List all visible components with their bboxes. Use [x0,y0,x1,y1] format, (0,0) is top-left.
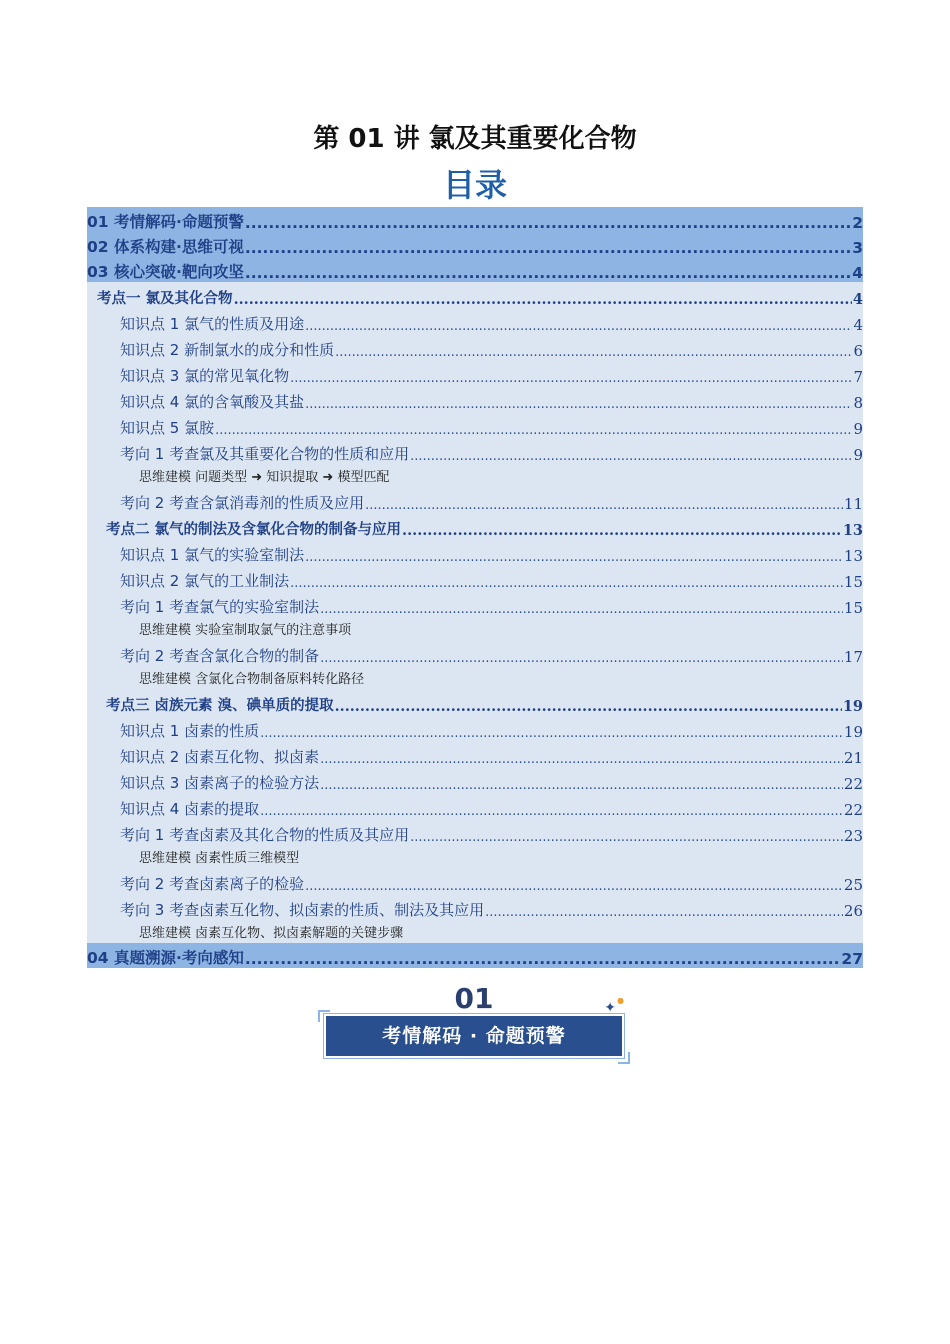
banner-number: 01 [454,982,494,1015]
toc-page: 19 [843,723,863,741]
section-banner [318,982,630,1064]
toc-leader [305,879,843,894]
toc-leader [320,602,843,617]
toc-label: 考点三 卤族元素 溴、碘单质的提取 [106,697,334,714]
toc-item[interactable] [87,591,863,617]
toc-leader [320,752,843,767]
toc-label: 知识点 2 卤素互化物、拟卤素 [120,748,320,766]
toc-item[interactable] [87,819,863,845]
toc-page: 4 [852,264,863,282]
toc-item[interactable] [87,640,863,666]
toc-leader [365,498,843,513]
toc-label: 考点一 氯及其化合物 [97,290,233,307]
toc-model-note [87,666,863,689]
toc-label: 考向 3 考查卤素互化物、拟卤素的性质、制法及其应用 [120,901,485,919]
toc-label: 01 考情解码·命题预警 [87,213,244,231]
toc-leader [335,698,842,715]
toc-leader [245,239,851,257]
document-title: 第 01 讲 氯及其重要化合物 [313,124,637,154]
toc-label: 考向 2 考查含氯化合物的制备 [120,647,320,665]
toc-label: 思维建模 实验室制取氯气的注意事项 [139,623,352,638]
toc-label: 知识点 1 卤素的性质 [120,722,260,740]
toc-item[interactable] [87,487,863,513]
toc-page: 6 [853,342,863,360]
toc-leader [260,726,843,741]
toc-item[interactable] [87,715,863,741]
toc-label: 知识点 2 氯气的工业制法 [120,572,290,590]
toc-label: 考向 1 考查氯气的实验室制法 [120,598,320,616]
toc-item[interactable] [87,308,863,334]
toc-label: 考向 2 考查含氯消毒剂的性质及应用 [120,494,365,512]
toc-leader [245,214,851,232]
toc-page: 4 [853,316,863,334]
toc-model-note [87,845,863,868]
toc-item[interactable] [87,386,863,412]
toc-kaodian-1[interactable] [87,282,863,308]
toc-section-01[interactable] [87,207,863,232]
toc-item[interactable] [87,412,863,438]
toc-item[interactable] [87,438,863,464]
toc-leader [215,423,852,438]
toc-page: 13 [842,522,863,539]
toc-label: 知识点 1 氯气的实验室制法 [120,546,305,564]
toc-page: 15 [843,599,863,617]
toc-page: 22 [843,801,863,819]
toc-label: 知识点 4 氯的含氧酸及其盐 [120,393,305,411]
toc-item[interactable] [87,741,863,767]
toc-label: 知识点 4 卤素的提取 [120,800,260,818]
toc-label: 知识点 3 氯的常见氧化物 [120,367,290,385]
toc-label: 知识点 5 氯胺 [120,419,215,437]
toc-label: 考向 1 考查卤素及其化合物的性质及其应用 [120,826,410,844]
toc-leader [410,449,852,464]
toc-heading: 目录 [442,166,507,204]
toc-item[interactable] [87,767,863,793]
toc-label: 思维建模 问题类型 ➜ 知识提取 ➜ 模型匹配 [139,470,390,485]
toc-page: 19 [842,698,863,715]
toc-leader [305,397,852,412]
toc-label: 考点二 氯气的制法及含氯化合物的制备与应用 [106,521,402,538]
toc-leader [305,319,852,334]
toc-model-note [87,617,863,640]
table-of-contents [87,207,863,968]
toc-page: 17 [843,648,863,666]
toc-page: 9 [853,420,863,438]
toc-label: 思维建模 卤素互化物、拟卤素解题的关键步骤 [139,926,404,941]
toc-label: 03 核心突破·靶向攻坚 [87,263,244,281]
toc-label: 02 体系构建·思维可视 [87,238,244,256]
toc-label: 知识点 1 氯气的性质及用途 [120,315,305,333]
toc-item[interactable] [87,793,863,819]
toc-leader [410,830,843,845]
toc-item[interactable] [87,868,863,894]
toc-item[interactable] [87,539,863,565]
toc-section-03[interactable] [87,257,863,282]
toc-kaodian-3[interactable] [87,689,863,715]
toc-leader [485,905,843,920]
toc-page: 15 [843,573,863,591]
toc-page: 25 [843,876,863,894]
toc-page: 22 [843,775,863,793]
toc-item[interactable] [87,894,863,920]
toc-page: 23 [843,827,863,845]
toc-page: 2 [852,214,863,232]
toc-label: 思维建模 含氯化合物制备原料转化路径 [139,672,365,687]
toc-section-04[interactable] [87,943,863,968]
toc-page: 27 [841,950,863,968]
sparkle-icon: ✦ [604,1000,616,1016]
toc-page: 9 [853,446,863,464]
toc-page: 13 [843,547,863,565]
toc-item[interactable] [87,360,863,386]
toc-page: 3 [852,239,863,257]
toc-page: 11 [843,495,863,513]
toc-label: 思维建模 卤素性质三维模型 [139,851,300,866]
toc-page: 8 [853,394,863,412]
toc-leader [245,950,841,968]
toc-item[interactable] [87,334,863,360]
toc-leader [290,371,852,386]
toc-kaodian-2[interactable] [87,513,863,539]
toc-leader [402,522,842,539]
toc-model-note [87,464,863,487]
banner-box [326,1016,622,1056]
banner-text: 考情解码 · 命题预警 [382,1025,566,1047]
toc-leader [320,778,843,793]
toc-label: 考向 1 考查氯及其重要化合物的性质和应用 [120,445,410,463]
toc-leader [335,345,852,360]
dot-icon: ● [617,996,624,1005]
toc-leader [305,550,843,565]
toc-section-02[interactable] [87,232,863,257]
toc-leader [320,651,843,666]
toc-label: 04 真题溯源·考向感知 [87,949,244,967]
toc-label: 考向 2 考查卤素离子的检验 [120,875,305,893]
toc-leader [234,291,852,308]
toc-model-note [87,920,863,943]
toc-leader [260,804,843,819]
toc-page: 21 [843,749,863,767]
toc-page: 26 [843,902,863,920]
toc-leader [245,264,851,282]
toc-page: 7 [853,368,863,386]
toc-leader [290,576,843,591]
toc-item[interactable] [87,565,863,591]
toc-label: 知识点 2 新制氯水的成分和性质 [120,341,335,359]
toc-page: 4 [852,291,863,308]
toc-label: 知识点 3 卤素离子的检验方法 [120,774,320,792]
